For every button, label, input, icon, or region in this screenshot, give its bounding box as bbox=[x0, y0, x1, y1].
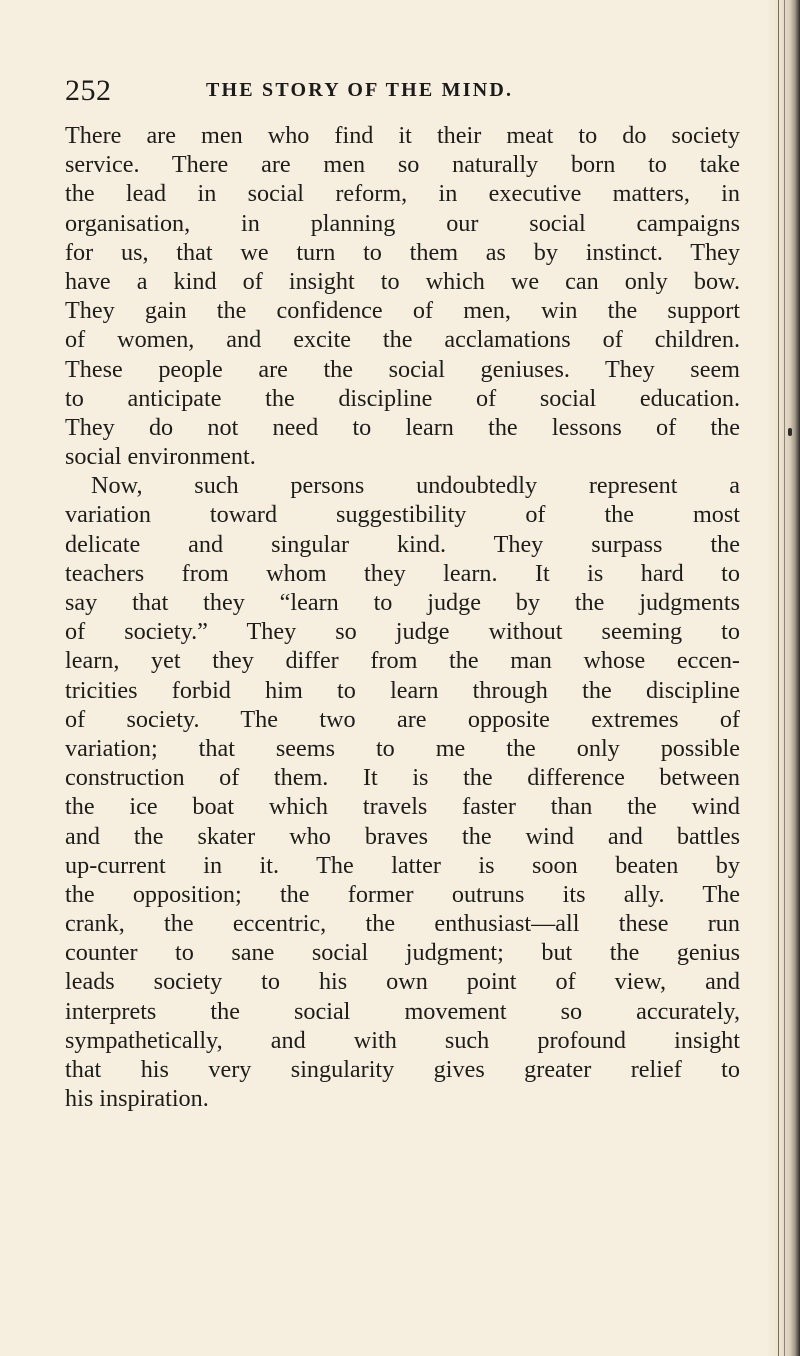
page-header bbox=[65, 74, 765, 114]
text-line: the ice boat which travels faster than the wind bbox=[65, 793, 740, 821]
text-line: They do not need to learn the lessons of the bbox=[65, 413, 740, 441]
text-line: tricities forbid him to learn through the discipline bbox=[65, 676, 740, 704]
text-line: construction of them. It is the difference between bbox=[65, 764, 740, 792]
text-line: of society. The two are opposite extremes of bbox=[65, 705, 740, 733]
text-line: of society.” They so judge without seeming to bbox=[65, 618, 740, 646]
text-line: social environment. bbox=[65, 443, 256, 471]
page-edge-line bbox=[778, 0, 779, 1356]
text-line: delicate and singular kind. They surpass the bbox=[65, 530, 740, 558]
text-line: sympathetically, and with such profound insight bbox=[65, 1026, 740, 1054]
text-line: that his very singularity gives greater relief to bbox=[65, 1056, 740, 1083]
running-head: THE STORY OF THE MIND. bbox=[206, 79, 514, 101]
text-line: of women, and excite the acclamations of children. bbox=[65, 326, 740, 354]
text-line: his inspiration. bbox=[65, 1085, 209, 1113]
body-text bbox=[65, 121, 740, 1113]
text-line: There are men who find it their meat to do society bbox=[65, 122, 740, 149]
text-line: up-current in it. The latter is soon beaten by bbox=[65, 851, 740, 879]
text-line: These people are the social geniuses. They seem bbox=[65, 355, 740, 383]
text-line: teachers from whom they learn. It is hard to bbox=[65, 559, 740, 587]
text-line: say that they “learn to judge by the judgments bbox=[65, 589, 740, 616]
text-line: interprets the social movement so accurately, bbox=[65, 997, 740, 1025]
text-line: Now, such persons undoubtedly represent a bbox=[91, 472, 740, 500]
page-edge-line bbox=[784, 0, 785, 1356]
text-line: variation; that seems to me the only possible bbox=[65, 734, 740, 762]
text-line: crank, the eccentric, the enthusiast—all these run bbox=[65, 910, 740, 938]
page-number: 252 bbox=[65, 74, 112, 107]
text-line: service. There are men so naturally born to take bbox=[65, 151, 740, 179]
text-line: They gain the confidence of men, win the support bbox=[65, 297, 740, 325]
text-line: organisation, in planning our social campaigns bbox=[65, 209, 740, 237]
text-line: learn, yet they differ from the man whose eccen- bbox=[65, 647, 740, 675]
page-speck bbox=[788, 428, 792, 436]
text-line: leads society to his own point of view, and bbox=[65, 968, 740, 996]
text-line: have a kind of insight to which we can only bow. bbox=[65, 267, 740, 295]
text-line: variation toward suggestibility of the most bbox=[65, 501, 740, 529]
text-line: for us, that we turn to them as by instinct. They bbox=[65, 238, 740, 266]
page-edge bbox=[766, 0, 800, 1356]
text-line: to anticipate the discipline of social education. bbox=[65, 384, 740, 412]
text-line: the opposition; the former outruns its ally. The bbox=[65, 880, 740, 908]
text-line: counter to sane social judgment; but the genius bbox=[65, 939, 740, 967]
text-line: and the skater who braves the wind and battles bbox=[65, 822, 740, 850]
text-line: the lead in social reform, in executive matters, in bbox=[65, 180, 740, 208]
